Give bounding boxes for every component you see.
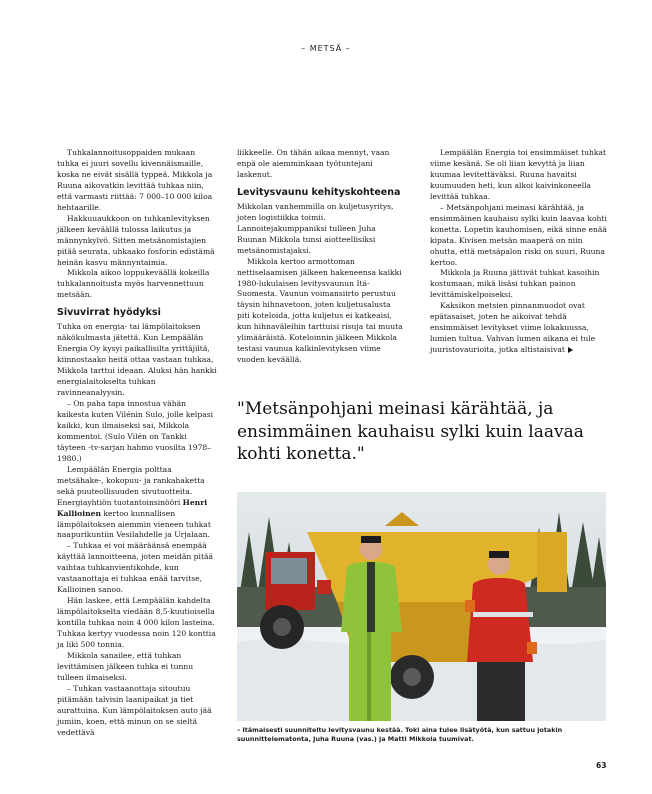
section-header: – METSÄ – (301, 44, 351, 53)
paragraph: – Tuhkaa ei voi määräänsä enempää käyttää lannoitteena, joten meidän pitää vaihtaa tuhkanvientikohde, kun vastaanottaja ei tuhkaa enää tarvitse, Kallioinen sanoo. (57, 541, 214, 595)
paragraph: Mikkola sanailee, että tuhkan levittämisen jälkeen tuhka ei tunnu tulleen ilmaiseksi. (57, 650, 194, 682)
paragraph-text: Kaksikon metsien pinnanmuodot ovat epätasaiset, joten he aikoivat tehdä ensimmäiset levitykset viime lokakuussa, lumien tultua. Vahvan lumen aikana ei tule juuristovaurioita, jotka altistaisivat (430, 301, 596, 355)
continue-arrow-icon (568, 347, 573, 353)
person-name: Henri Kallioinen (57, 497, 208, 518)
page-number: 63 (596, 761, 607, 770)
paragraph (57, 465, 217, 542)
paragraph-text: kertoo kunnallisen lämpölaitoksen aiemmin vieneen tuhkat naapurikuntiin Vesilahdelle ja Urjalaan. (57, 508, 211, 540)
paragraph: Mikkola ja Ruuna jättivät tuhkat kasoihin kostumaan, mikä lisäsi tuhkan painon levittämiskelpoiseksi. (430, 268, 600, 300)
paragraph: Hakkuuaukkoon on tuhkanlevityksen jälkeen keväällä tulossa laikutus ja männynkylvö. Sitten metsänomistajien pitää seurata, uhkaako fosforin edistämä heinän kasvu männyntaimia. (57, 213, 215, 267)
paragraph: – Tuhkan vastaanottaja sitoutuu pitämään talvisin laanipaikat ja tiet aurattuina. Kun lämpölaitoksen auto jää jumiin, koen, että minun on se sieltä vedettävä (57, 683, 212, 737)
paragraph-text: Lempäälän Energia polttaa metsähake-, kokopuu- ja rankahaketta sekä puuteollisuuden sivutuotteita. Energiayhtiön tuotantoinsinööri (57, 464, 205, 507)
column-2 (237, 148, 405, 366)
subheading: Sivuvirrat hyödyksi (57, 307, 161, 319)
column-3 (430, 148, 608, 356)
photo-caption: – Itämaisesti suunniteltu levitysvaunu kestää. Toki aina tulee lisätyötä, kun sattuu jotakin suunnittelematonta, Juha Ruuna (vas.) ja Matti Mikkola tuumivat. (237, 726, 563, 743)
pull-quote: "Metsänpohjani meinasi kärähtää, ja ensimmäinen kauhaisu sylki kuin laavaa kohti konetta." (237, 399, 584, 464)
subheading: Levitysvaunu kehityskohteena (237, 186, 401, 198)
paragraph: liikkeelle. On tähän aikaa mennyt, vaan enpä ole aiemminkaan työtuntejani laskenut. (237, 148, 390, 179)
column-1 (57, 148, 217, 739)
paragraph: Mikkola kertoo armottoman nettiselaamisen jälkeen hakeneensa kaikki 1980-lukulaisen levitysvaunun Itä-Suomesta. Vaunun voimansiirto perustuu täysin hihnavetoon, joten kuljetusalusta piti koteloida, jotta kuljetus ei katkeaisi, kun hihnaväleihin tarttuisi risuja tai muuta ylimääräistä. Koteloinnin jälkeen Mikkola testasi vaunua kalkinlevityksen viime vuoden keväällä. (237, 256, 403, 365)
paragraph: Hän laskee, että Lempäälän kahdelta lämpölaitokselta viedään 8,5-kuutioisella kontilla tuhkaa noin 4 000 kilon lasteina. Tuhkaa kertyy vuodessa noin 120 konttia ja liki 500 tonnia. (57, 596, 216, 649)
paragraph: Tuhkalannoitusoppaiden mukaan tuhka ei juuri sovellu kivennäismaille, koska ne eivät sisällä typpeä. Mikkola ja Ruuna aikovatkin levittää tuhkaa niin, että varmasti riittää: 7 000–10 000 kiloa hehtaarille. (57, 148, 213, 212)
paragraph: – Metsänpohjani meinasi kärähtää, ja ensimmäinen kauhaisu sylki kuin laavaa kohti konetta. Lopetin kauhomisen, eikä sinne enää kipata. Kivisen metsän maaperä on niin ohutta, että metsäpalon riski on suuri, Ruuna kertoo. (430, 202, 607, 267)
paragraph: Lempäälän Energia toi ensimmäiset tuhkat viime kesänä. Se oli liian kevyttä ja liian kuumaa levitettäväksi. Ruuna havaitsi kuumuuden heti, kun alkoi kaivinkoneella levittää tuhkaa. (430, 148, 607, 201)
paragraph: Mikkolan vanhemmilla on kuljetusyritys, joten logistiikka toimii. Lannoitejakumppaniksi tulleen Juha Ruunan Mikkola tunsi aiotteellisiksi metsänomistajaksi. (237, 201, 394, 255)
paragraph: – On paha tapa innostua vähän kaikesta kuten Vilénin Sulo, jolle kelpasi kaikki, kun ilmaiseksi sai, Mikkola kommentoi. (Sulo Vilén on Tankki täyteen -tv-sarjan hahmo vuosilta 1978–1980.) (57, 399, 214, 463)
paragraph (430, 301, 608, 356)
paragraph: Tuhka on energia- tai lämpölaitoksen näkökulmasta jätettä. Kun Lempäälän Energia Oy kysyi paikallisilta yrittäjiltä, kiinnostaako heitä ottaa vastaan tuhkaa, Mikkola tarttui ideaan. Aluksi hän hankki energialaitokselta tuhkan ravinneanalyysin. (57, 322, 217, 398)
article-photo (237, 492, 606, 721)
paragraph: Mikkola aikoo loppukeväällä kokeilla tuhkalannoitusta myös harvennettuun metsään. (57, 268, 210, 300)
